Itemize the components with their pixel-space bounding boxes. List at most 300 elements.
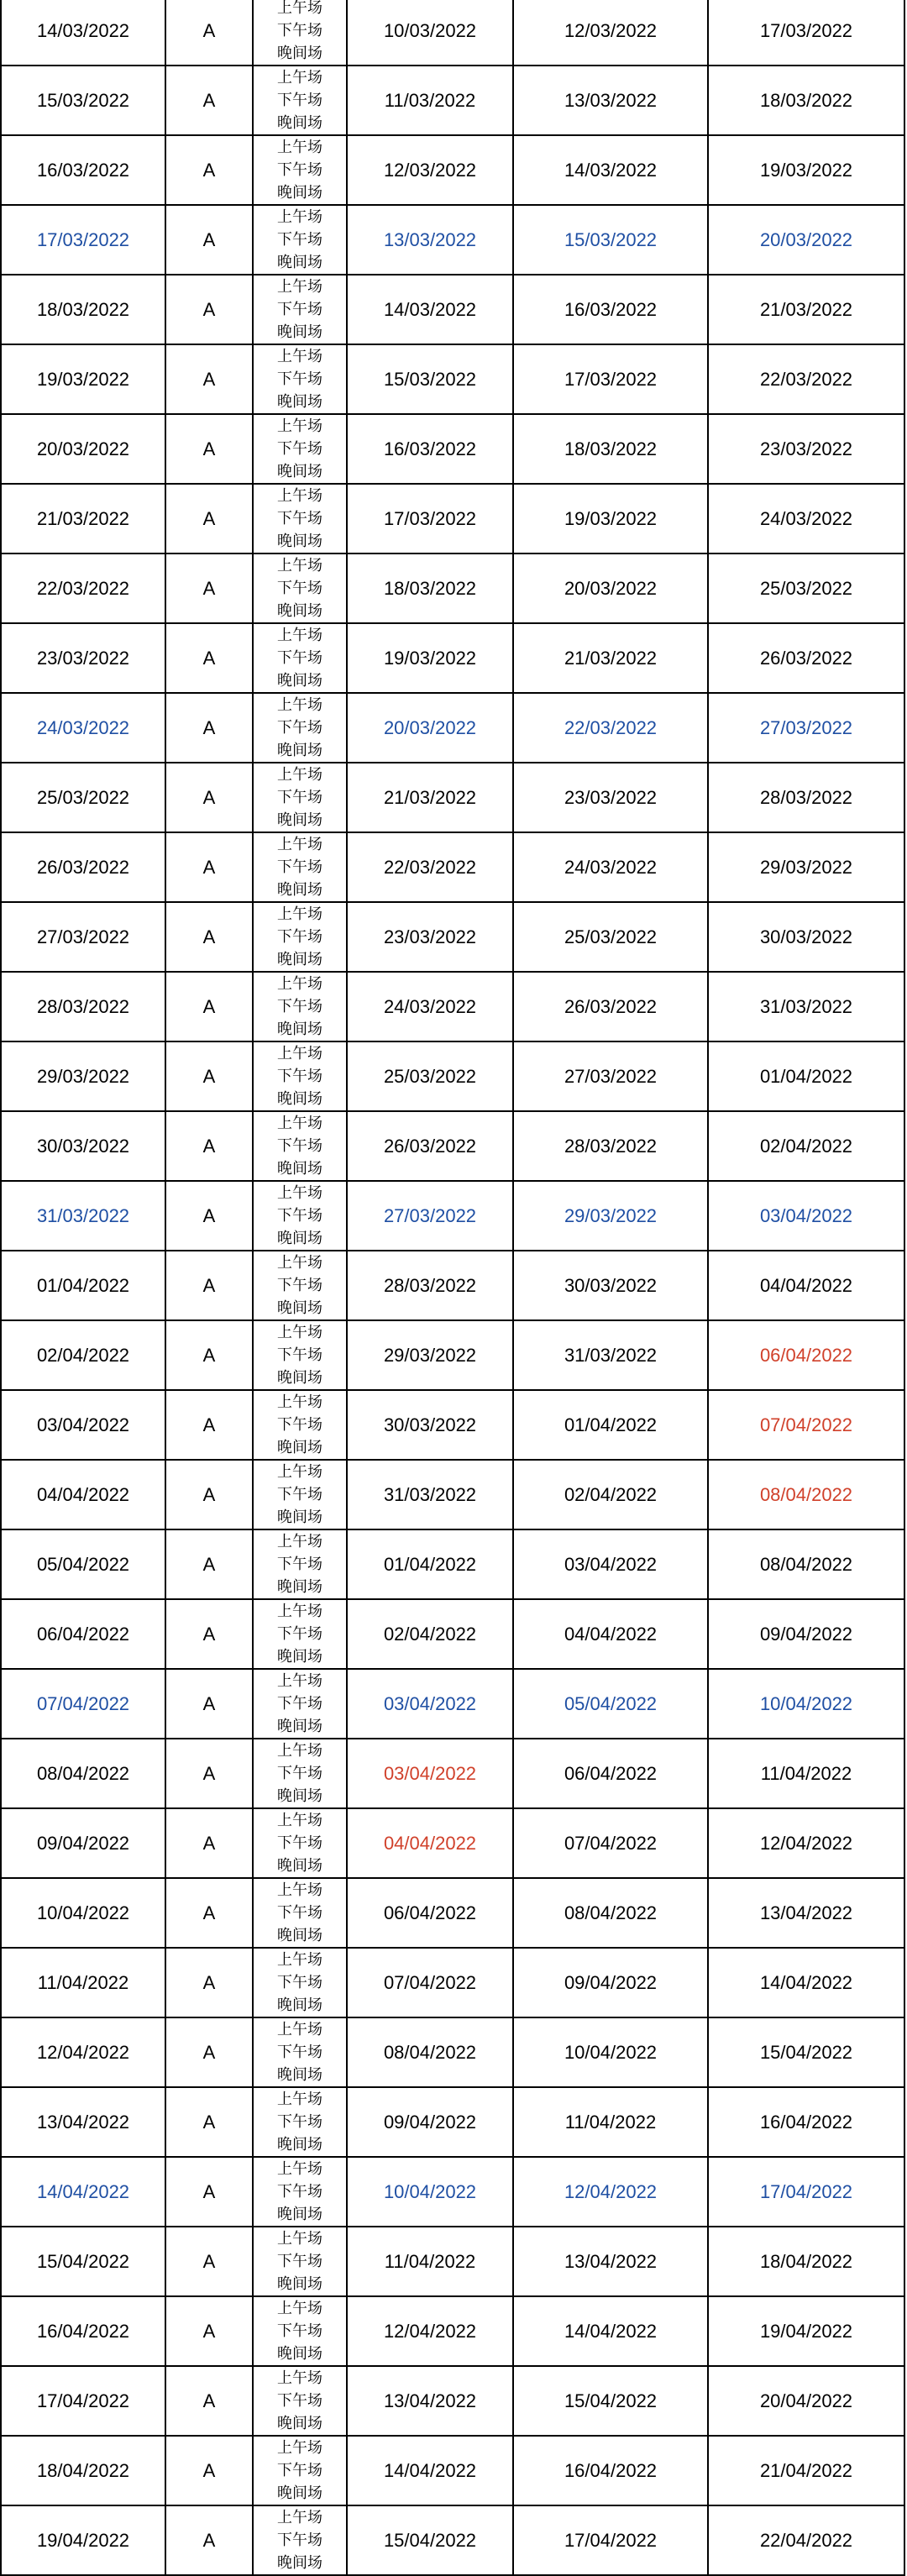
row-grade-cell: A xyxy=(165,2366,253,2436)
session-afternoon: 下午场 xyxy=(277,2113,322,2131)
row-date1-cell: 12/04/2022 xyxy=(347,2296,513,2366)
session-afternoon: 下午场 xyxy=(277,2322,322,2340)
row-session-cell xyxy=(253,1320,347,1390)
row-date-cell: 15/03/2022 xyxy=(1,66,165,135)
session-evening: 晚间场 xyxy=(277,184,322,202)
session-morning: 上午场 xyxy=(277,1254,322,1272)
row-date-cell: 25/03/2022 xyxy=(1,763,165,832)
row-date2-cell: 26/03/2022 xyxy=(513,972,708,1041)
row-date3-cell: 20/04/2022 xyxy=(708,2366,904,2436)
row-grade-cell: A xyxy=(165,1669,253,1739)
row-session-cell xyxy=(253,2296,347,2366)
row-date3-cell: 16/04/2022 xyxy=(708,2087,904,2157)
row-date-cell: 09/04/2022 xyxy=(1,1808,165,1878)
row-grade-cell: A xyxy=(165,1181,253,1251)
row-date-cell: 08/04/2022 xyxy=(1,1739,165,1808)
row-grade-cell: A xyxy=(165,66,253,135)
row-session-cell xyxy=(253,1599,347,1669)
row-session-cell xyxy=(253,1808,347,1878)
row-date2-cell: 01/04/2022 xyxy=(513,1390,708,1460)
row-date2-cell: 17/03/2022 xyxy=(513,344,708,414)
table-row xyxy=(1,205,904,275)
row-date3-cell: 21/04/2022 xyxy=(708,2436,904,2505)
row-date-cell: 10/04/2022 xyxy=(1,1878,165,1948)
session-morning: 上午场 xyxy=(277,139,322,156)
table-row xyxy=(1,763,904,832)
session-morning: 上午场 xyxy=(277,1115,322,1132)
session-morning: 上午场 xyxy=(277,766,322,784)
session-afternoon: 下午场 xyxy=(277,1556,322,1573)
row-date2-cell: 13/03/2022 xyxy=(513,66,708,135)
session-afternoon: 下午场 xyxy=(277,2392,322,2410)
row-grade-cell: A xyxy=(165,2436,253,2505)
row-date-cell: 04/04/2022 xyxy=(1,1460,165,1529)
session-afternoon: 下午场 xyxy=(277,2043,322,2061)
row-grade-cell: A xyxy=(165,1390,253,1460)
row-date2-cell: 08/04/2022 xyxy=(513,1878,708,1948)
session-evening: 晚间场 xyxy=(277,2275,322,2293)
row-date3-cell: 24/03/2022 xyxy=(708,484,904,553)
row-date2-cell: 24/03/2022 xyxy=(513,832,708,902)
row-date3-cell: 19/03/2022 xyxy=(708,135,904,205)
session-evening: 晚间场 xyxy=(277,2484,322,2502)
row-date2-cell: 12/04/2022 xyxy=(513,2157,708,2227)
schedule-body xyxy=(1,0,904,2575)
session-morning: 上午场 xyxy=(277,905,322,923)
row-date3-cell: 08/04/2022 xyxy=(708,1460,904,1529)
row-session-cell xyxy=(253,693,347,763)
row-date3-cell: 11/04/2022 xyxy=(708,1739,904,1808)
row-grade-cell: A xyxy=(165,1529,253,1599)
row-date1-cell: 15/03/2022 xyxy=(347,344,513,414)
row-date-cell: 26/03/2022 xyxy=(1,832,165,902)
row-date-cell: 18/03/2022 xyxy=(1,275,165,344)
session-afternoon: 下午场 xyxy=(277,440,322,458)
session-morning: 上午场 xyxy=(277,487,322,505)
row-date1-cell: 21/03/2022 xyxy=(347,763,513,832)
row-session-cell xyxy=(253,344,347,414)
session-morning: 上午场 xyxy=(277,1533,322,1550)
row-date-cell: 18/04/2022 xyxy=(1,2436,165,2505)
session-evening: 晚间场 xyxy=(277,742,322,759)
row-date2-cell: 16/03/2022 xyxy=(513,275,708,344)
session-evening: 晚间场 xyxy=(277,1927,322,1944)
session-morning: 上午场 xyxy=(277,627,322,644)
session-evening: 晚间场 xyxy=(277,533,322,550)
row-date-cell: 16/03/2022 xyxy=(1,135,165,205)
row-date3-cell: 22/03/2022 xyxy=(708,344,904,414)
session-afternoon: 下午场 xyxy=(277,1625,322,1643)
row-grade-cell: A xyxy=(165,484,253,553)
row-date-cell: 19/04/2022 xyxy=(1,2505,165,2575)
table-row xyxy=(1,1529,904,1599)
table-row xyxy=(1,693,904,763)
row-date2-cell: 13/04/2022 xyxy=(513,2227,708,2296)
session-evening: 晚间场 xyxy=(277,2136,322,2154)
table-row xyxy=(1,1041,904,1111)
session-afternoon: 下午场 xyxy=(277,1486,322,1503)
row-grade-cell: A xyxy=(165,1111,253,1181)
session-evening: 晚间场 xyxy=(277,951,322,968)
row-date3-cell: 30/03/2022 xyxy=(708,902,904,972)
row-session-cell xyxy=(253,2366,347,2436)
session-evening: 晚间场 xyxy=(277,323,322,341)
row-date2-cell: 22/03/2022 xyxy=(513,693,708,763)
session-afternoon: 下午场 xyxy=(277,928,322,946)
row-grade-cell: A xyxy=(165,344,253,414)
row-grade-cell: A xyxy=(165,2087,253,2157)
row-session-cell xyxy=(253,1460,347,1529)
row-session-cell xyxy=(253,1529,347,1599)
row-session-cell xyxy=(253,763,347,832)
row-date3-cell: 03/04/2022 xyxy=(708,1181,904,1251)
row-date2-cell: 02/04/2022 xyxy=(513,1460,708,1529)
table-row xyxy=(1,2017,904,2087)
row-session-cell xyxy=(253,623,347,693)
row-date1-cell: 07/04/2022 xyxy=(347,1948,513,2017)
row-date2-cell: 31/03/2022 xyxy=(513,1320,708,1390)
row-date-cell: 24/03/2022 xyxy=(1,693,165,763)
row-date1-cell: 29/03/2022 xyxy=(347,1320,513,1390)
row-date-cell: 06/04/2022 xyxy=(1,1599,165,1669)
table-row xyxy=(1,2505,904,2575)
row-date2-cell: 14/04/2022 xyxy=(513,2296,708,2366)
session-evening: 晚间场 xyxy=(277,1787,322,1805)
row-date1-cell: 11/04/2022 xyxy=(347,2227,513,2296)
row-date3-cell: 25/03/2022 xyxy=(708,553,904,623)
session-afternoon: 下午场 xyxy=(277,2531,322,2549)
session-morning: 上午场 xyxy=(277,1045,322,1062)
session-evening: 晚间场 xyxy=(277,1160,322,1178)
table-row xyxy=(1,1878,904,1948)
row-date1-cell: 10/04/2022 xyxy=(347,2157,513,2227)
session-afternoon: 下午场 xyxy=(277,1346,322,1364)
session-morning: 上午场 xyxy=(277,2021,322,2038)
row-session-cell xyxy=(253,2087,347,2157)
row-date1-cell: 28/03/2022 xyxy=(347,1251,513,1320)
row-date3-cell: 02/04/2022 xyxy=(708,1111,904,1181)
session-afternoon: 下午场 xyxy=(277,719,322,737)
session-afternoon: 下午场 xyxy=(277,1695,322,1713)
row-grade-cell: A xyxy=(165,2157,253,2227)
row-date2-cell: 21/03/2022 xyxy=(513,623,708,693)
table-row xyxy=(1,344,904,414)
row-grade-cell: A xyxy=(165,1460,253,1529)
row-grade-cell: A xyxy=(165,1808,253,1878)
row-grade-cell: A xyxy=(165,2017,253,2087)
table-row xyxy=(1,972,904,1041)
row-session-cell xyxy=(253,1251,347,1320)
session-morning: 上午场 xyxy=(277,2439,322,2457)
row-date-cell: 30/03/2022 xyxy=(1,1111,165,1181)
row-date-cell: 13/04/2022 xyxy=(1,2087,165,2157)
row-date3-cell: 22/04/2022 xyxy=(708,2505,904,2575)
row-date1-cell: 16/03/2022 xyxy=(347,414,513,484)
row-grade-cell: A xyxy=(165,1739,253,1808)
table-row xyxy=(1,1460,904,1529)
session-afternoon: 下午场 xyxy=(277,1277,322,1294)
row-session-cell xyxy=(253,2157,347,2227)
row-date3-cell: 14/04/2022 xyxy=(708,1948,904,2017)
session-morning: 上午场 xyxy=(277,1812,322,1829)
session-afternoon: 下午场 xyxy=(277,1834,322,1852)
session-afternoon: 下午场 xyxy=(277,92,322,109)
table-row xyxy=(1,484,904,553)
row-grade-cell: A xyxy=(165,2227,253,2296)
row-date-cell: 16/04/2022 xyxy=(1,2296,165,2366)
session-evening: 晚间场 xyxy=(277,1578,322,1596)
row-session-cell xyxy=(253,2505,347,2575)
row-grade-cell: A xyxy=(165,1948,253,2017)
session-evening: 晚间场 xyxy=(277,2345,322,2363)
session-afternoon: 下午场 xyxy=(277,789,322,806)
session-afternoon: 下午场 xyxy=(277,2253,322,2270)
row-date-cell: 29/03/2022 xyxy=(1,1041,165,1111)
session-afternoon: 下午场 xyxy=(277,858,322,876)
row-date1-cell: 13/03/2022 xyxy=(347,205,513,275)
row-date1-cell: 19/03/2022 xyxy=(347,623,513,693)
row-grade-cell: A xyxy=(165,1320,253,1390)
row-date-cell: 23/03/2022 xyxy=(1,623,165,693)
session-afternoon: 下午场 xyxy=(277,301,322,318)
session-evening: 晚间场 xyxy=(277,2415,322,2432)
session-morning: 上午场 xyxy=(277,417,322,435)
session-morning: 上午场 xyxy=(277,1951,322,1969)
row-date2-cell: 27/03/2022 xyxy=(513,1041,708,1111)
row-date3-cell: 10/04/2022 xyxy=(708,1669,904,1739)
table-row xyxy=(1,1251,904,1320)
row-date1-cell: 15/04/2022 xyxy=(347,2505,513,2575)
session-morning: 上午场 xyxy=(277,2091,322,2108)
row-date3-cell: 23/03/2022 xyxy=(708,414,904,484)
table-row xyxy=(1,1739,904,1808)
row-date1-cell: 22/03/2022 xyxy=(347,832,513,902)
session-evening: 晚间场 xyxy=(277,45,322,62)
session-morning: 上午场 xyxy=(277,975,322,993)
row-date3-cell: 08/04/2022 xyxy=(708,1529,904,1599)
row-date1-cell: 27/03/2022 xyxy=(347,1181,513,1251)
row-grade-cell: A xyxy=(165,135,253,205)
table-row xyxy=(1,0,904,66)
row-date3-cell: 19/04/2022 xyxy=(708,2296,904,2366)
row-date3-cell: 17/03/2022 xyxy=(708,0,904,66)
row-date2-cell: 10/04/2022 xyxy=(513,2017,708,2087)
session-afternoon: 下午场 xyxy=(277,1068,322,1085)
row-session-cell xyxy=(253,2227,347,2296)
row-date1-cell: 14/03/2022 xyxy=(347,275,513,344)
row-date-cell: 05/04/2022 xyxy=(1,1529,165,1599)
row-date3-cell: 13/04/2022 xyxy=(708,1878,904,1948)
row-date-cell: 15/04/2022 xyxy=(1,2227,165,2296)
session-evening: 晚间场 xyxy=(277,1718,322,1735)
row-session-cell xyxy=(253,2017,347,2087)
row-date-cell: 03/04/2022 xyxy=(1,1390,165,1460)
table-row xyxy=(1,414,904,484)
row-session-cell xyxy=(253,1878,347,1948)
row-grade-cell: A xyxy=(165,763,253,832)
table-row xyxy=(1,1111,904,1181)
row-session-cell xyxy=(253,0,347,66)
row-date-cell: 02/04/2022 xyxy=(1,1320,165,1390)
session-afternoon: 下午场 xyxy=(277,1137,322,1155)
table-row xyxy=(1,1669,904,1739)
row-date3-cell: 20/03/2022 xyxy=(708,205,904,275)
row-date-cell: 17/03/2022 xyxy=(1,205,165,275)
session-evening: 晚间场 xyxy=(277,672,322,690)
row-date3-cell: 29/03/2022 xyxy=(708,832,904,902)
table-row xyxy=(1,1948,904,2017)
row-grade-cell: A xyxy=(165,623,253,693)
session-evening: 晚间场 xyxy=(277,1090,322,1108)
session-evening: 晚间场 xyxy=(277,254,322,271)
row-date3-cell: 18/04/2022 xyxy=(708,2227,904,2296)
row-session-cell xyxy=(253,1390,347,1460)
row-date3-cell: 01/04/2022 xyxy=(708,1041,904,1111)
row-date3-cell: 04/04/2022 xyxy=(708,1251,904,1320)
row-date-cell: 22/03/2022 xyxy=(1,553,165,623)
session-evening: 晚间场 xyxy=(277,1648,322,1666)
session-evening: 晚间场 xyxy=(277,2554,322,2572)
row-date1-cell: 20/03/2022 xyxy=(347,693,513,763)
row-date2-cell: 15/04/2022 xyxy=(513,2366,708,2436)
session-morning: 上午场 xyxy=(277,348,322,365)
row-date1-cell: 06/04/2022 xyxy=(347,1878,513,1948)
session-evening: 晚间场 xyxy=(277,1508,322,1526)
row-date1-cell: 03/04/2022 xyxy=(347,1669,513,1739)
row-grade-cell: A xyxy=(165,205,253,275)
row-date1-cell: 11/03/2022 xyxy=(347,66,513,135)
session-morning: 上午场 xyxy=(277,278,322,296)
row-session-cell xyxy=(253,553,347,623)
table-row xyxy=(1,1181,904,1251)
row-date1-cell: 18/03/2022 xyxy=(347,553,513,623)
session-evening: 晚间场 xyxy=(277,1439,322,1456)
session-evening: 晚间场 xyxy=(277,1369,322,1387)
row-session-cell xyxy=(253,66,347,135)
session-evening: 晚间场 xyxy=(277,881,322,899)
row-date1-cell: 04/04/2022 xyxy=(347,1808,513,1878)
row-session-cell xyxy=(253,205,347,275)
row-date2-cell: 20/03/2022 xyxy=(513,553,708,623)
row-date1-cell: 31/03/2022 xyxy=(347,1460,513,1529)
row-date1-cell: 03/04/2022 xyxy=(347,1739,513,1808)
table-row xyxy=(1,2087,904,2157)
session-afternoon: 下午场 xyxy=(277,1207,322,1225)
row-date3-cell: 06/04/2022 xyxy=(708,1320,904,1390)
table-row xyxy=(1,553,904,623)
row-date-cell: 31/03/2022 xyxy=(1,1181,165,1251)
table-row xyxy=(1,2296,904,2366)
row-date1-cell: 10/03/2022 xyxy=(347,0,513,66)
session-evening: 晚间场 xyxy=(277,602,322,620)
row-grade-cell: A xyxy=(165,1041,253,1111)
session-afternoon: 下午场 xyxy=(277,161,322,179)
row-session-cell xyxy=(253,484,347,553)
row-date3-cell: 27/03/2022 xyxy=(708,693,904,763)
row-session-cell xyxy=(253,902,347,972)
session-afternoon: 下午场 xyxy=(277,370,322,388)
row-session-cell xyxy=(253,2436,347,2505)
session-morning: 上午场 xyxy=(277,0,322,17)
row-date1-cell: 23/03/2022 xyxy=(347,902,513,972)
row-date-cell: 17/04/2022 xyxy=(1,2366,165,2436)
row-date2-cell: 09/04/2022 xyxy=(513,1948,708,2017)
row-date1-cell: 17/03/2022 xyxy=(347,484,513,553)
row-date2-cell: 30/03/2022 xyxy=(513,1251,708,1320)
row-date3-cell: 17/04/2022 xyxy=(708,2157,904,2227)
row-date1-cell: 12/03/2022 xyxy=(347,135,513,205)
session-morning: 上午场 xyxy=(277,208,322,226)
row-date-cell: 14/04/2022 xyxy=(1,2157,165,2227)
row-date2-cell: 04/04/2022 xyxy=(513,1599,708,1669)
session-evening: 晚间场 xyxy=(277,1996,322,2014)
row-date1-cell: 02/04/2022 xyxy=(347,1599,513,1669)
table-row xyxy=(1,2436,904,2505)
row-date2-cell: 17/04/2022 xyxy=(513,2505,708,2575)
session-afternoon: 下午场 xyxy=(277,2462,322,2479)
row-date-cell: 21/03/2022 xyxy=(1,484,165,553)
session-morning: 上午场 xyxy=(277,2369,322,2387)
row-date1-cell: 25/03/2022 xyxy=(347,1041,513,1111)
session-morning: 上午场 xyxy=(277,2230,322,2248)
table-row xyxy=(1,66,904,135)
session-afternoon: 下午场 xyxy=(277,1765,322,1782)
row-grade-cell: A xyxy=(165,832,253,902)
row-date2-cell: 05/04/2022 xyxy=(513,1669,708,1739)
row-session-cell xyxy=(253,1041,347,1111)
row-date3-cell: 07/04/2022 xyxy=(708,1390,904,1460)
row-date2-cell: 06/04/2022 xyxy=(513,1739,708,1808)
session-morning: 上午场 xyxy=(277,2160,322,2178)
row-grade-cell: A xyxy=(165,1878,253,1948)
table-row xyxy=(1,902,904,972)
table-row xyxy=(1,1390,904,1460)
table-row xyxy=(1,2227,904,2296)
table-row xyxy=(1,832,904,902)
row-grade-cell: A xyxy=(165,2505,253,2575)
session-afternoon: 下午场 xyxy=(277,2183,322,2201)
row-date-cell: 11/04/2022 xyxy=(1,1948,165,2017)
session-afternoon: 下午场 xyxy=(277,998,322,1015)
session-afternoon: 下午场 xyxy=(277,1904,322,1922)
session-morning: 上午场 xyxy=(277,1742,322,1760)
row-date3-cell: 26/03/2022 xyxy=(708,623,904,693)
row-date1-cell: 08/04/2022 xyxy=(347,2017,513,2087)
row-grade-cell: A xyxy=(165,0,253,66)
session-afternoon: 下午场 xyxy=(277,22,322,39)
row-grade-cell: A xyxy=(165,414,253,484)
row-date-cell: 01/04/2022 xyxy=(1,1251,165,1320)
session-morning: 上午场 xyxy=(277,1672,322,1690)
row-date1-cell: 14/04/2022 xyxy=(347,2436,513,2505)
session-morning: 上午场 xyxy=(277,69,322,87)
session-evening: 晚间场 xyxy=(277,2206,322,2223)
row-date-cell: 20/03/2022 xyxy=(1,414,165,484)
session-morning: 上午场 xyxy=(277,557,322,574)
row-session-cell xyxy=(253,1111,347,1181)
session-afternoon: 下午场 xyxy=(277,231,322,249)
table-row xyxy=(1,135,904,205)
session-evening: 晚间场 xyxy=(277,463,322,480)
row-date2-cell: 15/03/2022 xyxy=(513,205,708,275)
row-date-cell: 19/03/2022 xyxy=(1,344,165,414)
row-date1-cell: 24/03/2022 xyxy=(347,972,513,1041)
row-date1-cell: 01/04/2022 xyxy=(347,1529,513,1599)
row-date2-cell: 12/03/2022 xyxy=(513,0,708,66)
row-session-cell xyxy=(253,1739,347,1808)
table-row xyxy=(1,1599,904,1669)
row-date2-cell: 03/04/2022 xyxy=(513,1529,708,1599)
